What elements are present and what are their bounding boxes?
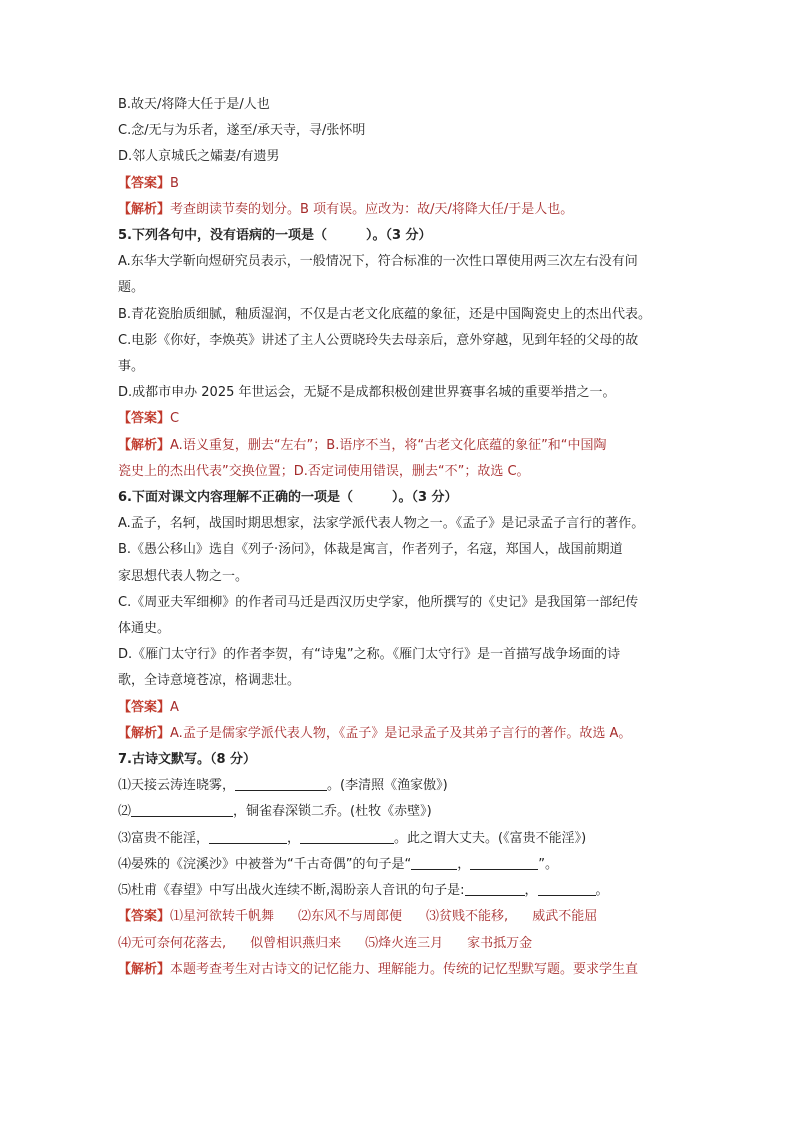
q5-option-c-cont: 事。 xyxy=(118,359,145,375)
q5-option-d: D.成都市申办 2025 年世运会，无疑不是成都积极创建世界赛事名城的重要举措之一。 xyxy=(118,385,616,401)
q6-analysis: 【解析】A.孟子是儒家学派代表人物，《孟子》是记录孟子及其弟子言行的著作。故选 A。 xyxy=(118,725,632,741)
answer-blank[interactable] xyxy=(411,855,457,870)
q5-analysis-cont: 瓷史上的杰出代表”交换位置；D.否定词使用错误，删去“不”；故选 C。 xyxy=(118,463,530,479)
answer-blank[interactable] xyxy=(209,829,287,844)
q5-answer: 【答案】C xyxy=(118,411,180,427)
q5-option-a: A.东华大学靳向煜研究员表示，一般情况下，符合标准的一次性口罩使用两三次左右没有问 xyxy=(118,254,638,270)
q6-option-c: C.《周亚夫军细柳》的作者司马迁是西汉历史学家，他所撰写的《史记》是我国第一部纪传 xyxy=(118,594,639,610)
q6-option-b-cont: 家思想代表人物之一。 xyxy=(118,568,249,584)
q6-option-d: D.《雁门太守行》的作者李贺，有“诗鬼”之称。《雁门太守行》是一首描写战争场面的诗 xyxy=(118,647,621,663)
q4-answer: 【答案】B xyxy=(118,175,179,191)
q4-option-b: B.故天/将降大任于是/人也 xyxy=(118,97,270,112)
q7-answer: 【答案】⑴星河欲转千帆舞 ⑵东风不与周郎便 ⑶贫贱不能移, 威武不能屈 xyxy=(118,909,598,925)
q6-option-b: B.《愚公移山》选自《列子·汤问》，体裁是寓言，作者列子，名寇，郑国人，战国前期道 xyxy=(118,542,623,558)
q5-option-a-cont: 题。 xyxy=(118,280,145,296)
q7-sentence-3: ⑶富贵不能淫， ， 。此之谓大丈夫。(《富贵不能淫》) xyxy=(118,830,587,846)
answer-blank[interactable] xyxy=(131,802,233,817)
answer-blank[interactable] xyxy=(465,881,525,896)
answer-blank[interactable] xyxy=(300,829,394,844)
q6-stem: 6.下面对课文内容理解不正确的一项是（ ）。（3 分） xyxy=(118,490,458,506)
answer-blank[interactable] xyxy=(235,776,327,791)
q5-stem: 5.下列各句中，没有语病的一项是（ ）。（3 分） xyxy=(118,228,432,244)
q5-analysis: 【解析】A.语义重复，删去“左右”；B.语序不当，将“古老文化底蕴的象征”和“中国陶 xyxy=(118,437,607,453)
document-page xyxy=(118,92,678,983)
q6-option-d-cont: 歌，全诗意境苍凉，格调悲壮。 xyxy=(118,673,301,689)
q7-sentence-1: ⑴天接云涛连晓雾， 。(李清照《渔家傲》) xyxy=(118,778,448,794)
q4-option-c: C.念/无与为乐者，遂至/承天寺，寻/张怀明 xyxy=(118,123,366,139)
q7-sentence-4: ⑷晏殊的《浣溪沙》中被誉为“千古奇偶”的句子是“ ， ”。 xyxy=(118,856,558,872)
q4-analysis: 【解析】考查朗读节奏的划分。B 项有误。应改为：故/天/将降大任/于是人也。 xyxy=(118,201,574,217)
q4-option-d: D.邻人京城氏之孀妻/有遗男 xyxy=(118,149,280,165)
q6-option-c-cont: 体通史。 xyxy=(118,621,171,637)
q7-analysis: 【解析】本题考查考生对古诗文的记忆能力、理解能力。传统的记忆型默写题。要求学生直 xyxy=(118,961,639,977)
q7-sentence-2: ⑵ ，铜雀春深锁二乔。(杜牧《赤壁》) xyxy=(118,804,432,820)
q7-answer-cont: ⑷无可奈何花落去, 似曾相识燕归来 ⑸烽火连三月 家书抵万金 xyxy=(118,935,533,951)
answer-blank[interactable] xyxy=(470,855,538,870)
q6-option-a: A.孟子，名轲，战国时期思想家，法家学派代表人物之一。《孟子》是记录孟子言行的著作。 xyxy=(118,516,645,532)
q7-stem: 7.古诗文默写。（8 分） xyxy=(118,752,257,768)
q5-option-c: C.电影《你好，李焕英》讲述了主人公贾晓玲失去母亲后，意外穿越，见到年轻的父母的故 xyxy=(118,332,639,348)
answer-blank[interactable] xyxy=(538,881,596,896)
q7-sentence-5: ⑸杜甫《春望》中写出战火连续不断,渴盼亲人音讯的句子是: ， 。 xyxy=(118,883,609,899)
q6-answer: 【答案】A xyxy=(118,699,179,715)
q5-option-b: B.青花瓷胎质细腻，釉质湿润，不仅是古老文化底蕴的象征，还是中国陶瓷史上的杰出代表。 xyxy=(118,306,652,322)
